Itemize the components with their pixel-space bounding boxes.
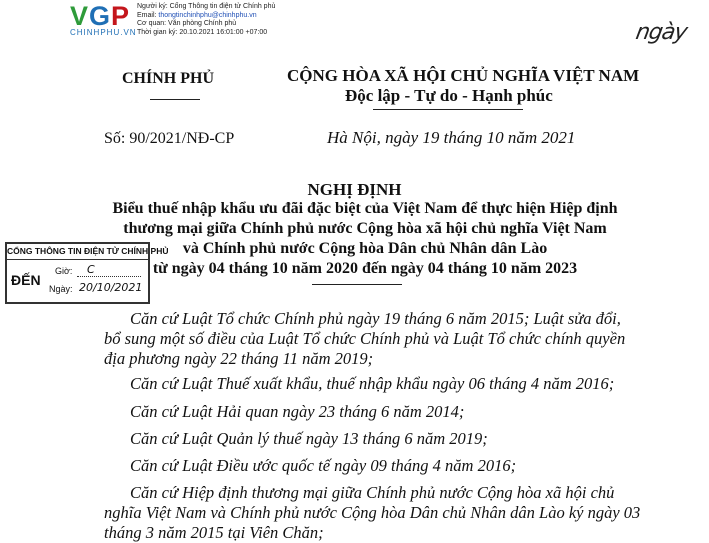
stamp-gio-value: C (87, 263, 95, 276)
title-underline (312, 284, 402, 285)
email-link[interactable]: thongtinchinhphu@chinhphu.vn (158, 11, 257, 19)
subject-line: Biểu thuế nhập khẩu ưu đãi đặc biệt của Việt Nam để thực hiện Hiệp định (112, 200, 618, 217)
basis-paragraph-line: Căn cứ Luật Quản lý thuế ngày 13 tháng 6 năm 2019; (130, 429, 488, 448)
document-number: Số: 90/2021/NĐ-CP (104, 130, 235, 147)
signer-line: Người ký: Cổng Thông tin điện tử Chính phủ (137, 3, 276, 10)
basis-paragraph-line: Căn cứ Luật Tổ chức Chính phủ ngày 19 tháng 6 năm 2015; Luật sửa đổi, (130, 309, 621, 328)
basis-paragraph-line: Căn cứ Luật Thuế xuất khẩu, thuế nhập khẩu ngày 06 tháng 4 năm 2016; (130, 374, 615, 393)
stamp-ngay-label: Ngày: (49, 284, 73, 294)
stamp-ngay-value: 20/10/2021 (79, 281, 143, 294)
time-line: Thời gian ký: 20.10.2021 16:01:00 +07:00 (137, 28, 268, 36)
org-line: Cơ quan: Văn phòng Chính phủ (137, 20, 237, 27)
document-subject (95, 199, 635, 279)
basis-paragraph-line: địa phương ngày 22 tháng 11 năm 2019; (104, 349, 374, 368)
issuer-title: CHÍNH PHỦ (122, 70, 214, 87)
basis-paragraph-line: Căn cứ Luật Điều ước quốc tế ngày 09 tháng 4 năm 2016; (130, 456, 517, 475)
subject-line: và Chính phủ nước Cộng hòa Dân chủ Nhân dân Lào (182, 240, 548, 257)
stamp-gio-dots (77, 276, 141, 277)
digital-signature-info (137, 3, 275, 37)
national-motto: Độc lập - Tự do - Hạnh phúc (345, 86, 553, 105)
basis-paragraph-line: tháng 3 năm 2015 tại Viên Chăn; (104, 523, 324, 542)
stamp-header: CỔNG THÔNG TIN ĐIỆN TỬ CHÍNH PHỦ (7, 244, 148, 260)
basis-paragraph-line: Căn cứ Luật Hải quan ngày 23 tháng 6 năm 2014; (130, 402, 465, 421)
national-title: CỘNG HÒA XÃ HỘI CHỦ NGHĨA VIỆT NAM (287, 66, 640, 85)
basis-paragraph-line: Căn cứ Hiệp định thương mại giữa Chính phủ nước Cộng hòa xã hội chủ (130, 483, 615, 502)
subject-line: thương mại giữa Chính phủ nước Cộng hòa xã hội chủ nghĩa Việt Nam (123, 220, 607, 237)
email-line: Email: thongtinchinhphu@chinhphu.vn (137, 11, 257, 19)
vgp-logo: VGP (70, 1, 131, 31)
basis-paragraph-line: bổ sung một số điều của Luật Tổ chức Chính phủ và Luật Tổ chức chính quyền (104, 329, 626, 348)
handwritten-initials: ngày (633, 20, 689, 45)
document-type: NGHỊ ĐỊNH (307, 180, 402, 199)
issue-date: Hà Nội, ngày 19 tháng 10 năm 2021 (327, 128, 576, 147)
received-stamp (5, 242, 169, 304)
issuer-underline (150, 99, 200, 100)
stamp-den-label: ĐẾN (11, 272, 41, 288)
stamp-gio-label: Giờ: (55, 266, 73, 276)
motto-underline (373, 109, 523, 110)
basis-paragraph-line: nghĩa Việt Nam và Chính phủ nước Cộng hòa Dân chủ Nhân dân Lào ký ngày 03 (104, 503, 641, 522)
vgp-logo-subtitle: CHINHPHU.VN (70, 28, 137, 37)
subject-line: từ ngày 04 tháng 10 năm 2020 đến ngày 04 tháng 10 năm 2023 (152, 260, 578, 277)
